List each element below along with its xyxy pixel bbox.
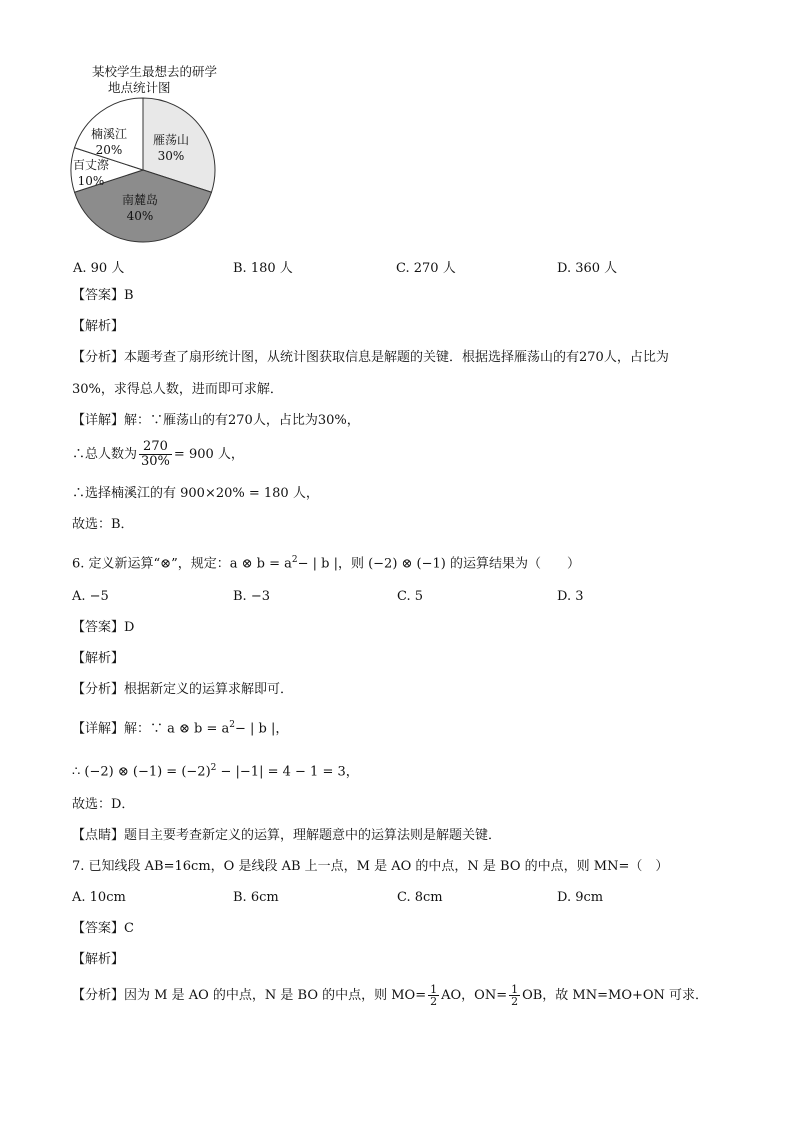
q5-detail-line3: ∴选择楠溪江的有 900×20% = 180 人， [72, 486, 319, 501]
q7-half-den-2: 2 [511, 995, 519, 1008]
q7-jiexi: 【解析】 [72, 952, 125, 967]
q7-stem: 7. 已知线段 AB=16cm，O 是线段 AB 上一点，M 是 AO 的中点，N 是 BO 的中点，则 MN=（ ） [72, 859, 669, 874]
q6-detail-line1-pre: 【详解】解：∵ a ⊗ b = a [72, 721, 230, 737]
q6-detail-line1-post: − | b |， [235, 721, 289, 737]
q7-option-a: A. 10cm [72, 890, 126, 905]
q7-half-fraction-2 [509, 984, 520, 1007]
q6-option-c: C. 5 [397, 589, 424, 604]
q5-option-c: C. 270 人 [396, 261, 456, 276]
q6-detail-line1 [72, 717, 288, 737]
q7-half-den-1: 2 [430, 995, 438, 1008]
q5-fraction-num: 270 [139, 440, 172, 455]
pie-label-3: 楠溪江 [90, 127, 128, 141]
q6-analysis: 【分析】根据新定义的运算求解即可． [72, 682, 294, 697]
q5-option-a: A. 90 人 [73, 261, 125, 276]
pie-label-0: 雁荡山 [152, 133, 190, 147]
q7-analysis-mid2: OB，故 MN=MO+ON 可求． [522, 988, 709, 1003]
q5-fraction-den: 30% [141, 454, 170, 469]
q7-answer: 【答案】C [72, 921, 134, 936]
q7-analysis-pre: 【分析】因为 M 是 AO 的中点，N 是 BO 的中点，则 MO= [72, 988, 427, 1003]
chart-title-line2: 地点统计图 [108, 80, 171, 95]
q7-half-num-1: 1 [430, 983, 438, 996]
chart-title-line1: 某校学生最想去的研学 [92, 64, 218, 79]
q7-analysis [72, 984, 708, 1008]
q5-detail-line1: 【详解】解：∵雁荡山的有270人，占比为30%， [72, 413, 360, 428]
q5-option-b: B. 180 人 [233, 261, 293, 276]
q5-choose: 故选：B． [72, 517, 134, 532]
q6-stem-pre: 6. 定义新运算“⊗”，规定：a ⊗ b = a [72, 556, 292, 572]
q6-choose: 故选：D． [72, 797, 135, 812]
q5-detail-line2-pre: ∴总人数为 [72, 447, 138, 462]
q5-analysis-line2: 30%，求得总人数，进而即可求解． [72, 382, 283, 397]
q6-detail-line2-post: − |−1| = 4 − 1 = 3， [216, 764, 359, 780]
q7-half-num-2: 1 [511, 983, 519, 996]
q7-option-b: B. 6cm [233, 890, 279, 905]
q6-stem-sup: 2 [291, 555, 298, 565]
q5-detail-line2-post: = 900 人， [173, 447, 244, 462]
pie-pct-1: 40% [126, 209, 154, 223]
q7-option-d: D. 9cm [557, 890, 604, 905]
q6-jiexi: 【解析】 [72, 651, 125, 666]
q5-option-d: D. 360 人 [557, 261, 618, 276]
q6-answer: 【答案】D [72, 620, 135, 635]
q7-option-c: C. 8cm [397, 890, 443, 905]
pie-pct-3: 20% [95, 143, 123, 157]
q6-option-a: A. −5 [72, 589, 109, 604]
q7-analysis-mid1: AO，ON= [441, 988, 508, 1003]
q5-detail-line2 [72, 440, 244, 469]
q6-detail-line2-sup: 2 [210, 763, 217, 773]
pie-pct-2: 10% [77, 174, 105, 188]
q6-stem [72, 552, 580, 572]
q6-option-d: D. 3 [557, 589, 584, 604]
q5-jiexi: 【解析】 [72, 319, 125, 334]
q6-detail-line2 [72, 760, 359, 780]
q5-answer: 【答案】B [72, 288, 134, 303]
pie-chart [0, 0, 794, 260]
q6-option-b: B. −3 [233, 589, 270, 604]
q6-comment: 【点睛】题目主要考查新定义的运算，理解题意中的运算法则是解题关键． [72, 828, 502, 843]
q6-stem-post: − | b |，则 (−2) ⊗ (−1) 的运算结果为（ ） [297, 556, 581, 572]
pie-pct-0: 30% [157, 149, 185, 163]
pie-label-2: 百丈漈 [72, 158, 110, 172]
q5-fraction [139, 440, 172, 469]
pie-label-1: 南麓岛 [121, 193, 159, 207]
q6-detail-line2-pre: ∴ (−2) ⊗ (−1) = (−2) [72, 764, 211, 780]
q5-analysis-line1: 【分析】本题考查了扇形统计图，从统计图获取信息是解题的关键．根据选择雁荡山的有270人，占比为 [72, 350, 669, 365]
q7-half-fraction-1 [428, 984, 439, 1007]
q6-detail-line1-sup: 2 [229, 720, 236, 730]
